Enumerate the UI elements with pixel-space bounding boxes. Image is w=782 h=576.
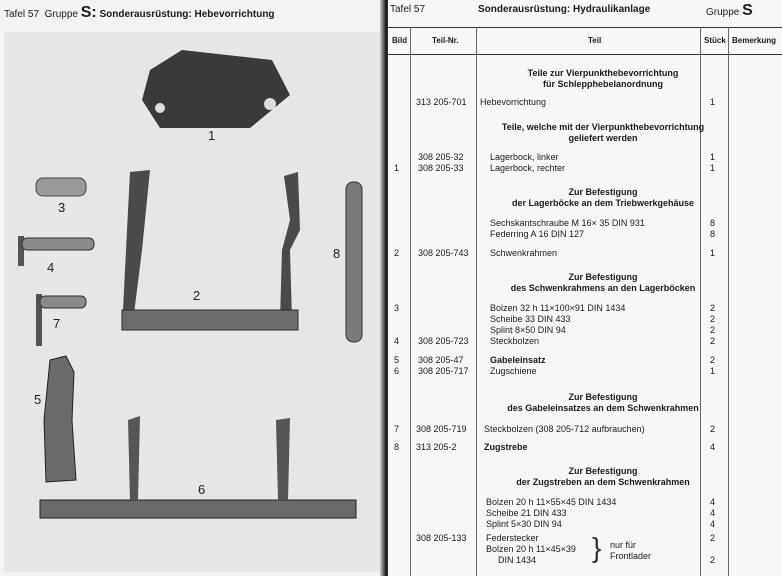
part-number: 308 205-133 (416, 533, 467, 543)
part-name: DIN 1434 (498, 555, 537, 565)
section-heading: Zur Befestigung (568, 392, 638, 402)
section-heading: geliefert werden (568, 133, 638, 143)
part-7-pin (40, 296, 86, 308)
remark-text: Frontlader (610, 551, 652, 561)
part-qty: 8 (710, 218, 716, 228)
bild-number: 5 (394, 355, 400, 365)
part-2-cross-bar (122, 310, 298, 330)
figure-label-4: 4 (47, 260, 55, 275)
figure-label-7: 7 (53, 316, 61, 331)
bild-number: 1 (394, 163, 400, 173)
figure-label-3: 3 (58, 200, 66, 215)
section-heading: Teile, welche mit der Vierpunkthebevorrichtung (501, 122, 705, 132)
parts-illustration (0, 0, 384, 576)
bild-number: 8 (394, 442, 400, 452)
part-number: 308 205-33 (418, 163, 464, 173)
right-group-letter: S (742, 2, 753, 19)
section-heading: Zur Befestigung (568, 187, 638, 197)
right-header-left (390, 4, 425, 15)
part-name: Lagerbock, rechter (490, 163, 566, 173)
part-qty: 2 (710, 355, 716, 365)
part-name: Lagerbock, linker (490, 152, 559, 162)
figure-label-8: 8 (333, 246, 341, 261)
right-page-title: Sonderausrüstung: Hydraulikanlage (478, 4, 651, 15)
bild-number: 4 (394, 336, 400, 346)
col-teil-nr: Teil-Nr. (432, 36, 459, 45)
part-6-post-left (128, 416, 140, 500)
part-qty: 4 (710, 497, 716, 507)
part-number: 313 205-701 (416, 97, 467, 107)
figure-label-6: 6 (198, 482, 206, 497)
part-qty: 4 (710, 442, 716, 452)
part-name: Federstecker (486, 533, 539, 543)
part-name: Splint 8×50 DIN 94 (490, 325, 566, 335)
section-heading: für Schlepphebelanordnung (542, 79, 663, 89)
part-2-right-arm (280, 172, 300, 320)
part-name: Bolzen 20 h 11×45×39 (486, 544, 576, 554)
part-name: Sechskantschraube M 16× 35 DIN 931 (490, 218, 645, 228)
part-name: Federring A 16 DIN 127 (490, 229, 585, 239)
section-heading: des Gabeleinsatzes an dem Schwenkrahmen (507, 403, 699, 413)
figure-label-5: 5 (34, 392, 42, 407)
part-qty: 2 (710, 325, 716, 335)
right-tafel-number: 57 (413, 4, 426, 15)
col-divider (410, 27, 411, 576)
part-qty: 2 (710, 533, 716, 543)
part-2-left-arm (122, 170, 150, 330)
part-name: Bolzen 20 h 11×55×45 DIN 1434 (486, 497, 617, 507)
bild-number: 6 (394, 366, 400, 376)
part-name: Scheibe 33 DIN 433 (490, 314, 571, 324)
left-gruppe-label: Gruppe (44, 9, 78, 20)
right-gruppe-label: Gruppe (706, 7, 740, 18)
part-number: 308 205-719 (416, 424, 467, 434)
left-tafel-number: 57 (27, 9, 40, 20)
part-1-bracket (142, 50, 290, 128)
left-group-letter: S: (80, 4, 97, 21)
col-divider (476, 27, 477, 576)
part-number: 308 205-32 (418, 152, 464, 162)
part-name: Steckbolzen (490, 336, 540, 346)
col-bemerkung: Bemerkung (732, 36, 777, 45)
right-tafel-label: Tafel (390, 4, 412, 15)
section-heading: der Zugstreben an dem Schwenkrahmen (516, 477, 690, 487)
brace-icon: } (592, 532, 602, 563)
part-qty: 4 (710, 519, 716, 529)
part-1-hole (264, 98, 276, 110)
col-divider (700, 27, 701, 576)
section-heading: Zur Befestigung (568, 272, 638, 282)
part-5-clevis (44, 356, 76, 482)
left-page-title: Sonderausrüstung: Hebevorrichtung (99, 9, 275, 20)
part-name: Zugschiene (490, 366, 537, 376)
part-number: 308 205-743 (418, 248, 469, 258)
part-name: Zugstrebe (484, 442, 528, 452)
part-name: Schwenkrahmen (490, 248, 558, 258)
part-name: Splint 5×30 DIN 94 (486, 519, 562, 529)
part-name: Scheibe 21 DIN 433 (486, 508, 567, 518)
part-qty: 1 (710, 152, 716, 162)
figure-label-1: 1 (208, 128, 216, 143)
right-page (388, 0, 782, 576)
left-page (0, 0, 384, 576)
left-tafel-label: Tafel (4, 9, 26, 20)
bild-number: 7 (394, 424, 400, 434)
col-divider (728, 27, 729, 576)
part-8-strut (346, 182, 362, 342)
part-qty: 2 (710, 424, 716, 434)
part-qty: 4 (710, 508, 716, 518)
remark-text: nur für (610, 540, 637, 550)
part-3-bolt (36, 178, 86, 196)
part-number: 308 205-723 (418, 336, 469, 346)
part-qty: 2 (710, 336, 716, 346)
part-number: 308 205-47 (418, 355, 464, 365)
section-heading: Teile zur Vierpunkthebevorrichtung (527, 68, 679, 78)
part-qty: 1 (710, 248, 716, 258)
part-qty: 1 (710, 97, 716, 107)
part-6-rail (40, 500, 356, 518)
part-qty: 8 (710, 229, 716, 239)
bild-number: 2 (394, 248, 400, 258)
table-header (388, 27, 782, 55)
part-name: Bolzen 32 h 11×100×91 DIN 1434 (490, 303, 626, 313)
part-name: Hebevorrichtung (480, 97, 547, 107)
part-number: 313 205-2 (416, 442, 457, 452)
figure-label-2: 2 (193, 288, 201, 303)
part-number: 308 205-717 (418, 366, 469, 376)
part-qty: 1 (710, 163, 716, 173)
part-6-post-right (276, 418, 290, 500)
section-heading: der Lagerböcke an dem Triebwerkgehäuse (511, 198, 695, 208)
col-teil: Teil (588, 36, 602, 45)
part-qty: 1 (710, 366, 716, 376)
section-heading: des Schwenkrahmens an den Lagerböcken (510, 283, 696, 293)
bild-number: 3 (394, 303, 400, 313)
part-name: Steckbolzen (308 205-712 aufbrauchen) (484, 424, 645, 434)
part-qty: 2 (710, 314, 716, 324)
part-1-hole-2 (155, 103, 165, 113)
right-header-group (706, 2, 753, 20)
col-bild: Bild (392, 36, 408, 45)
section-heading: Zur Befestigung (568, 466, 638, 476)
part-qty: 2 (710, 555, 716, 565)
part-name: Gabeleinsatz (490, 355, 546, 365)
col-stueck: Stück (704, 36, 726, 45)
part-qty: 2 (710, 303, 716, 313)
part-4-pin (22, 238, 94, 250)
